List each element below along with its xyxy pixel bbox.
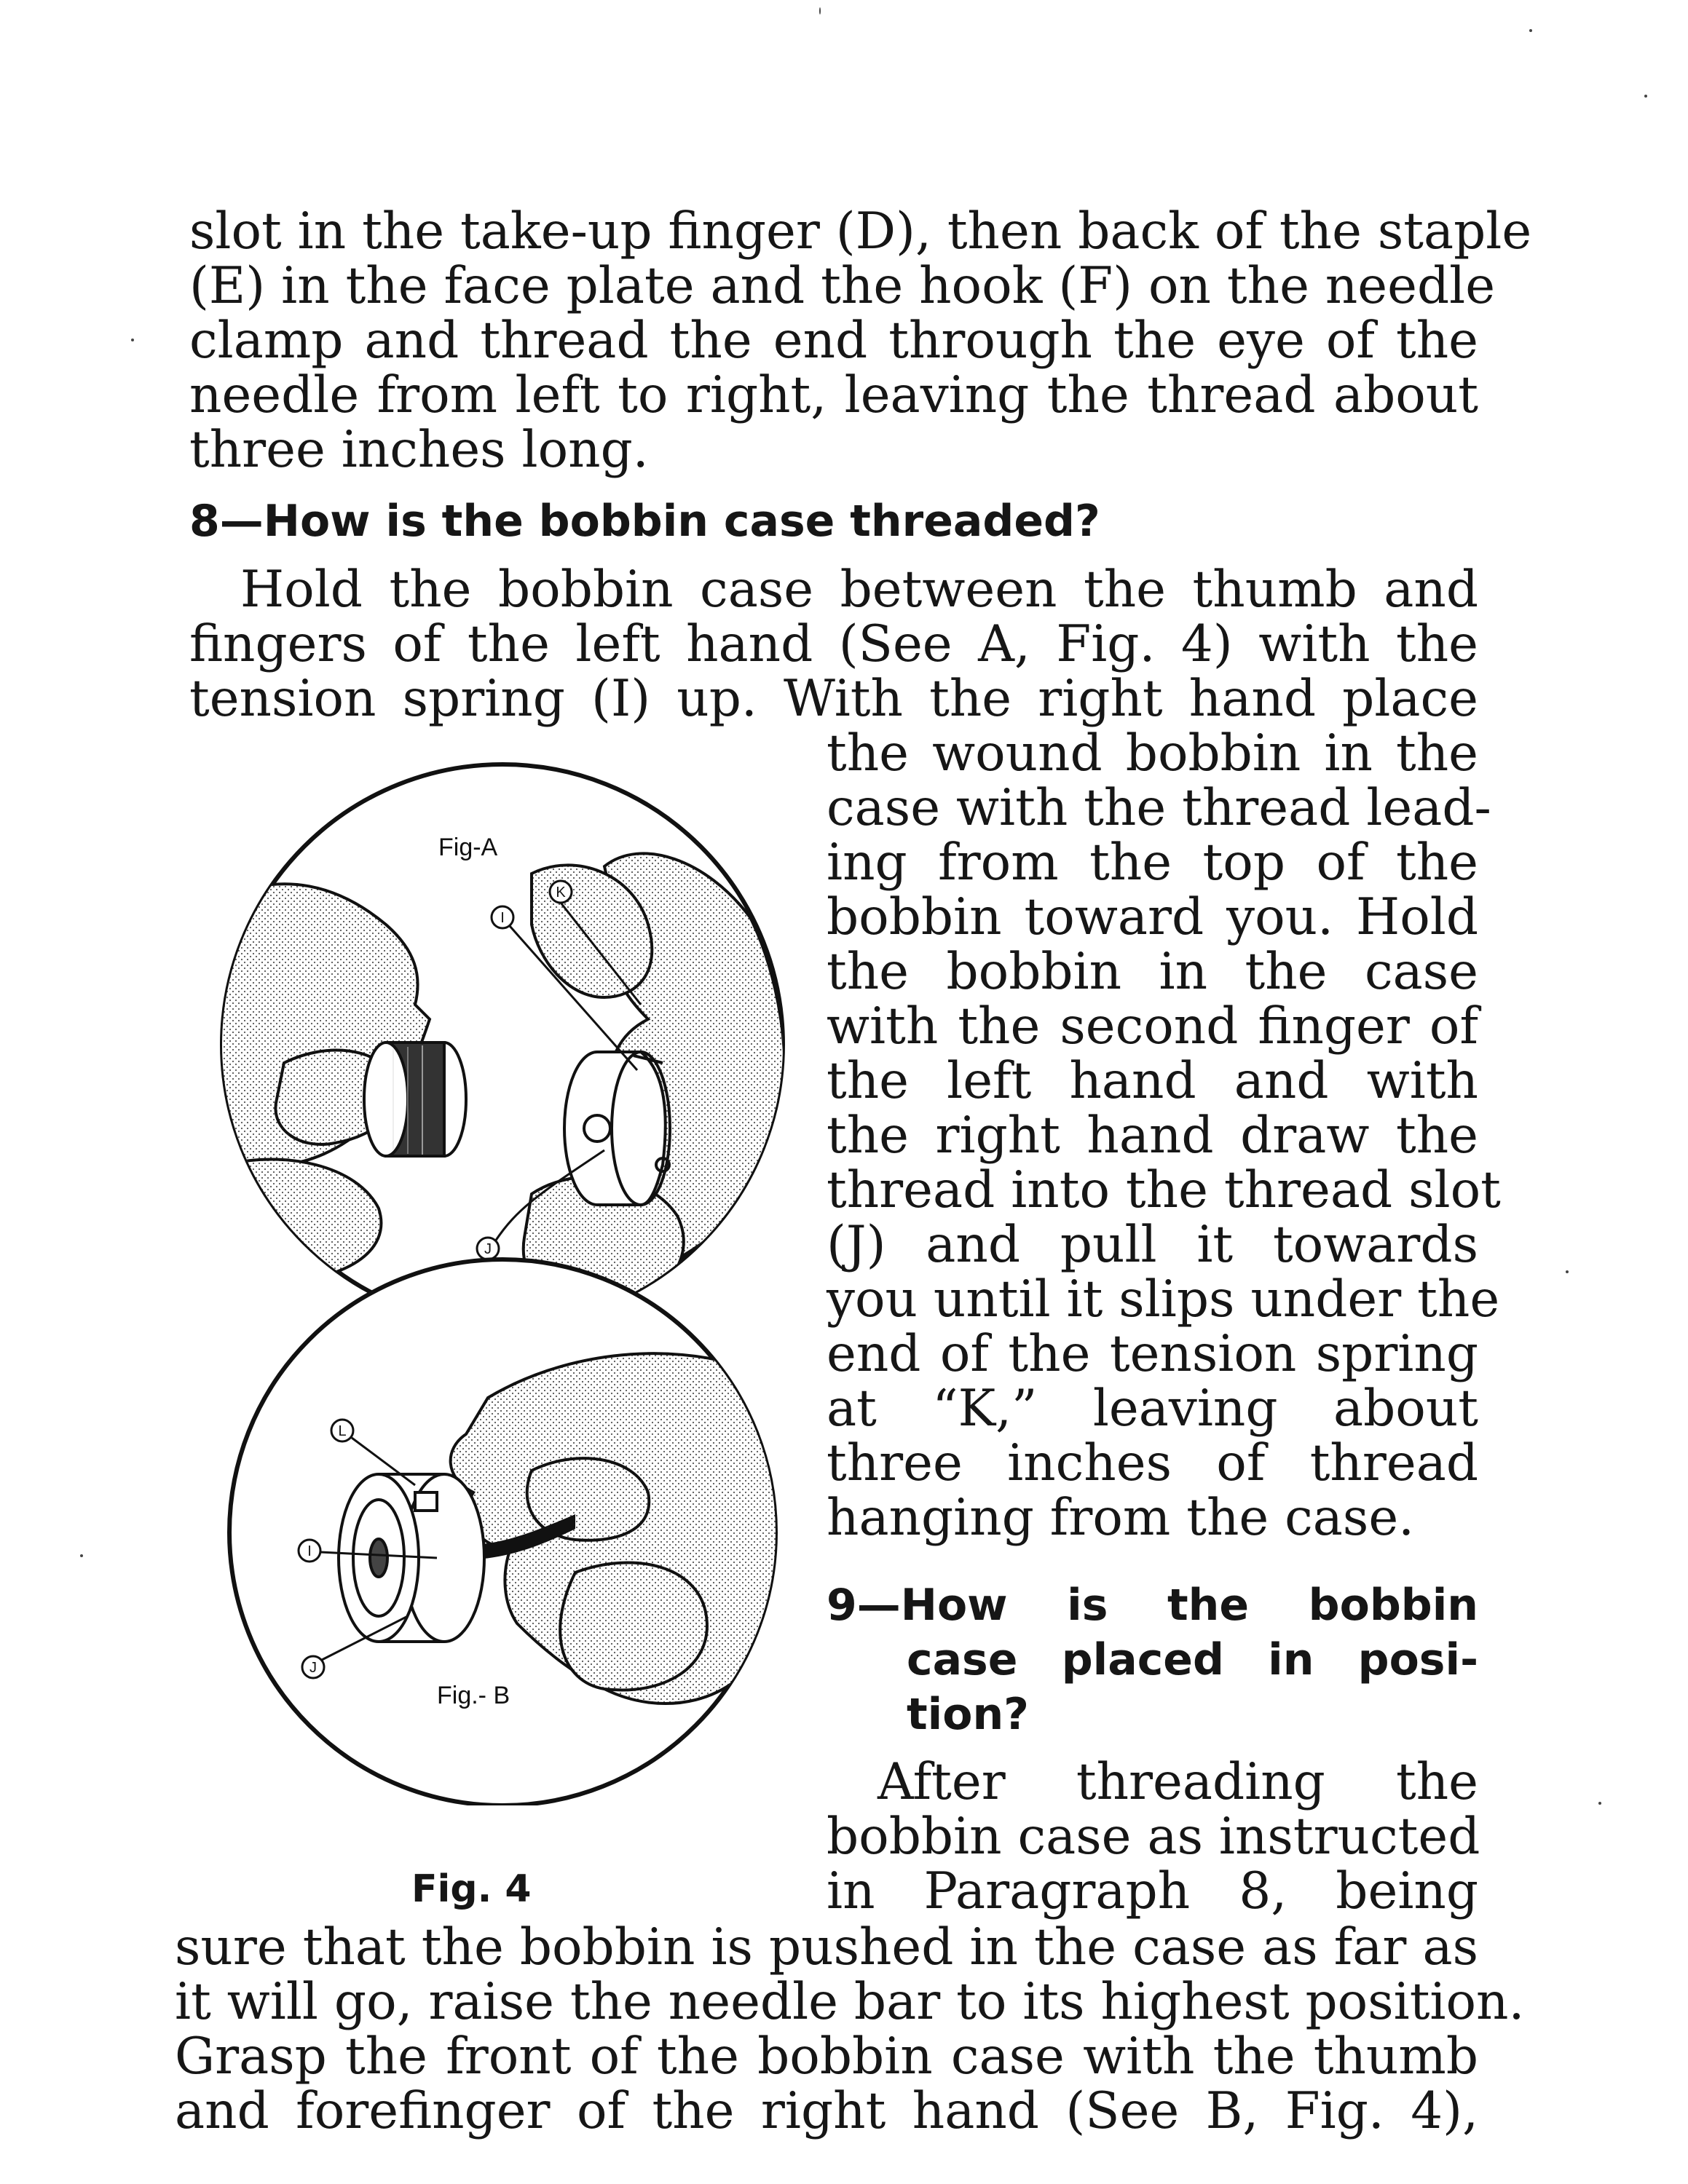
text-line: (J) and pull it towards (827, 1216, 1478, 1274)
text-line: the left hand and with (827, 1052, 1478, 1110)
callout-label: I (500, 910, 505, 926)
scan-speck (1566, 1270, 1569, 1273)
text-line: needle from left to right, leaving the thread about (189, 366, 1478, 424)
callout-label: J (484, 1241, 492, 1257)
text-line: the wound bobbin in the (827, 724, 1478, 783)
section-heading-8: 8—How is the bobbin case threaded? (189, 496, 1100, 547)
section-heading-9: 9—How is the bobbin (827, 1580, 1478, 1631)
text-line: three inches of thread (827, 1434, 1478, 1492)
scan-speck (1598, 1802, 1601, 1805)
callout-label: I (307, 1543, 312, 1559)
text-line: slot in the take-up finger (D), then back of the staple (189, 202, 1532, 261)
text-line: bobbin toward you. Hold (827, 888, 1478, 946)
text-line: with the second finger of (827, 997, 1478, 1056)
text-line: tension spring (I) up. With the right hand place (189, 670, 1478, 728)
text-line: clamp and thread the end through the eye of the (189, 312, 1478, 370)
figure-4-illustration (197, 757, 816, 1805)
text-line: hanging from the case. (827, 1489, 1415, 1547)
text-line: end of the tension spring (827, 1325, 1478, 1383)
bobbin-case-icon (564, 1052, 670, 1205)
fig-a-label: Fig-A (438, 834, 498, 861)
callout-label: K (556, 885, 566, 901)
scan-speck (1529, 29, 1532, 32)
text-line: (E) in the face plate and the hook (F) on the needle (189, 257, 1496, 315)
bobbin-case-diagram (197, 757, 816, 1805)
text-line: you until it slips under the (827, 1270, 1500, 1329)
text-line: fingers of the left hand (See A, Fig. 4) with the (189, 615, 1478, 673)
text-line: it will go, raise the needle bar to its highest position. (175, 1973, 1525, 2031)
fig-b-label: Fig.- B (437, 1682, 510, 1709)
scan-speck (819, 7, 821, 15)
callout-label: L (338, 1423, 347, 1439)
callout-label: J (309, 1660, 317, 1676)
scan-speck (1644, 95, 1647, 98)
text-line: bobbin case as instructed (827, 1808, 1480, 1866)
text-line: case with the thread lead- (827, 779, 1491, 837)
text-line: thread into the thread slot (827, 1161, 1501, 1219)
bobbin-icon (364, 1042, 466, 1156)
text-line: Hold the bobbin case between the thumb and (240, 561, 1478, 619)
section-heading-9: tion? (907, 1689, 1029, 1740)
text-line: and forefinger of the right hand (See B, Fig. 4), (175, 2082, 1478, 2140)
scan-speck (131, 339, 134, 341)
text-line: the bobbin in the case (827, 943, 1478, 1001)
text-line: sure that the bobbin is pushed in the case as far as (175, 1918, 1478, 1977)
text-line: ing from the top of the (827, 834, 1478, 892)
fig-a-panel (197, 764, 785, 1325)
scan-speck (80, 1554, 83, 1557)
text-line: After threading the (877, 1753, 1478, 1811)
figure-caption: Fig. 4 (411, 1867, 532, 1911)
text-line: Grasp the front of the bobbin case with the thumb (175, 2027, 1478, 2086)
text-line: the right hand draw the (827, 1107, 1478, 1165)
text-line: at “K,” leaving about (827, 1380, 1478, 1438)
text-line: in Paragraph 8, being (827, 1862, 1478, 1920)
section-heading-9: case placed in posi- (907, 1634, 1478, 1685)
text-line: three inches long. (189, 421, 649, 479)
fig-b-panel (229, 1259, 785, 1805)
